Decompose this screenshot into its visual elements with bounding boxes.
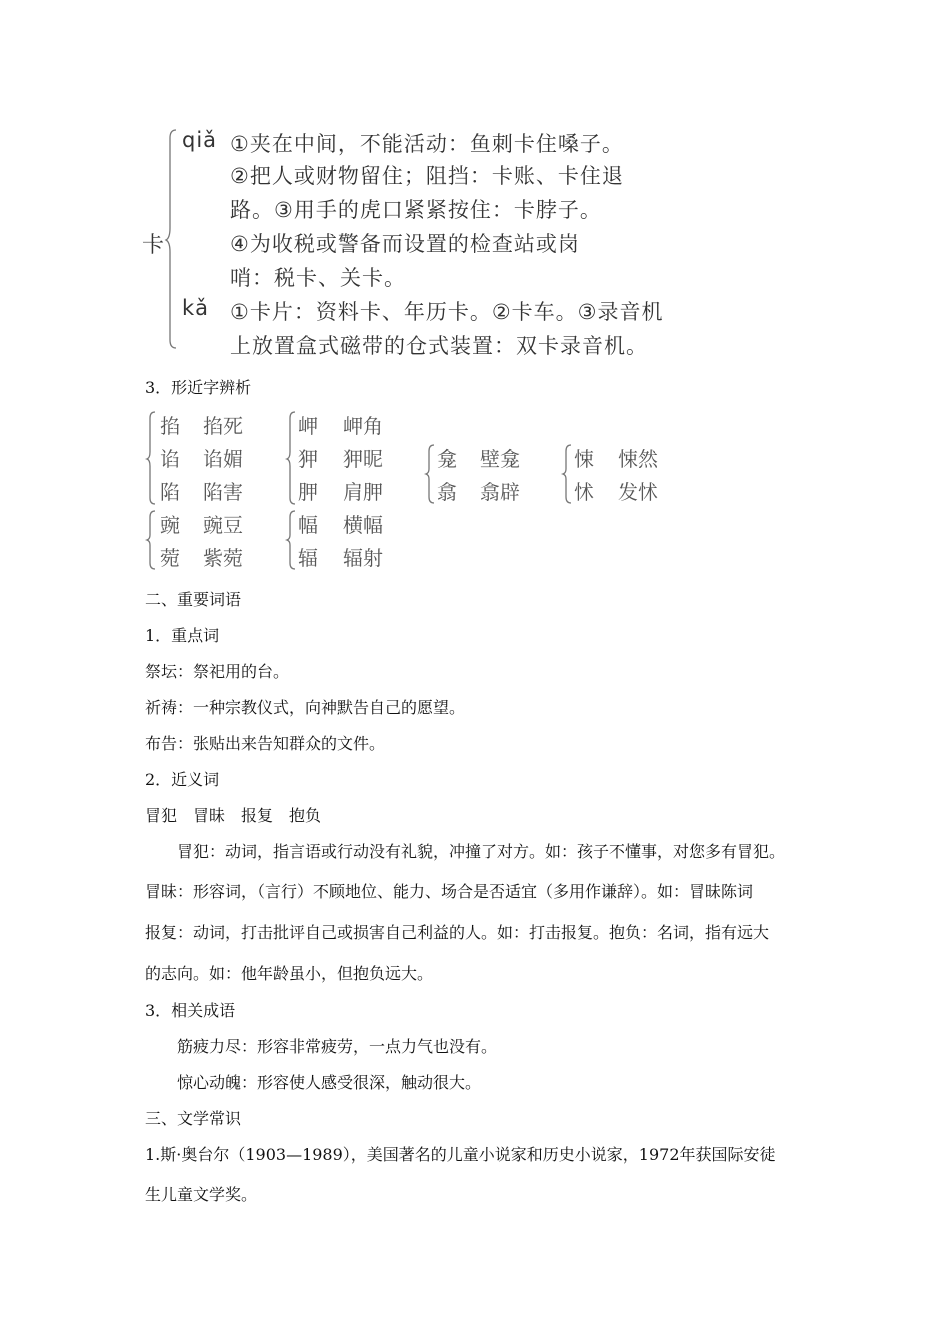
char: 豌 [160, 513, 180, 537]
qia-line: ②把人或财物留住；阻挡：卡账、卡住退 [230, 164, 624, 188]
char: 怵 [574, 480, 594, 504]
brace-icon [287, 410, 297, 506]
qia-line: ④为收税或警备而设置的检查站或岗 [230, 232, 580, 256]
paragraph-line: 报复：动词，打击批评自己或损害自己利益的人。如：打击报复。抱负：名词，指有远大 [145, 923, 770, 942]
brace-icon [426, 443, 436, 505]
char: 胛 [298, 480, 318, 504]
idiom: 筋疲力尽：形容非常疲劳，一点力气也没有。 [177, 1037, 498, 1056]
brace-icon [287, 509, 297, 571]
char: 幅 [298, 513, 318, 537]
word: 发怵 [618, 480, 658, 504]
word: 陷害 [203, 480, 243, 504]
char: 辐 [298, 546, 318, 570]
word: 狎昵 [343, 447, 383, 471]
section-heading: 3．形近字辨析 [145, 378, 252, 397]
word: 谄媚 [203, 447, 243, 471]
word: 豌豆 [203, 513, 243, 537]
char: 掐 [160, 414, 180, 438]
word: 辐射 [343, 546, 383, 570]
synonym-list: 冒犯 冒昧 报复 抱负 [145, 806, 322, 825]
word: 壁龛 [480, 447, 520, 471]
sub-heading: 3．相关成语 [145, 1001, 236, 1020]
definition: 祈祷：一种宗教仪式，向神默告自己的愿望。 [145, 698, 466, 717]
section-heading: 三、文学常识 [145, 1109, 242, 1128]
brace-icon [563, 443, 573, 505]
paragraph-line: 生儿童文学奖。 [145, 1185, 258, 1204]
definition: 布告：张贴出来告知群众的文件。 [145, 734, 386, 753]
word: 翕辟 [480, 480, 520, 504]
paragraph-line: 冒昧：形容词，（言行）不顾地位、能力、场合是否适宜（多用作谦辞）。如：冒昧陈词 [145, 882, 754, 901]
char: 狎 [298, 447, 318, 471]
qia-pinyin: qiǎ [182, 128, 218, 152]
definition: 祭坛：祭祀用的台。 [145, 662, 290, 681]
char: 翕 [437, 480, 457, 504]
ka-line: 上放置盒式磁带的仓式装置：双卡录音机。 [230, 334, 648, 358]
char: 菀 [160, 546, 180, 570]
word: 肩胛 [343, 480, 383, 504]
char: 龛 [437, 447, 457, 471]
qia-line: 路。③用手的虎口紧紧按住：卡脖子。 [230, 198, 602, 222]
qia-line: ①夹在中间，不能活动：鱼刺卡住嗓子。 [230, 132, 624, 156]
paragraph-line: 1.斯·奥台尔（1903—1989），美国著名的儿童小说家和历史小说家，1972年获国际安徒 [145, 1145, 776, 1164]
idiom: 惊心动魄：形容使人感受很深，触动很大。 [177, 1073, 482, 1092]
paragraph-line: 的志向。如：他年龄虽小，但抱负远大。 [145, 964, 434, 983]
brace-icon [147, 410, 157, 506]
ka-line: ①卡片：资料卡、年历卡。②卡车。③录音机 [230, 300, 664, 324]
char: 岬 [298, 414, 318, 438]
ka-brace-icon [166, 128, 178, 350]
ka-char: 卡 [142, 233, 166, 258]
ka-pinyin: kǎ [182, 296, 210, 320]
qia-line: 哨：税卡、关卡。 [230, 266, 406, 290]
word: 悚然 [618, 447, 658, 471]
char: 陷 [160, 480, 180, 504]
word: 紫菀 [203, 546, 243, 570]
char: 悚 [574, 447, 594, 471]
brace-icon [147, 509, 157, 571]
sub-heading: 2．近义词 [145, 770, 220, 789]
paragraph-line: 冒犯：动词，指言语或行动没有礼貌，冲撞了对方。如：孩子不懂事，对您多有冒犯。 [177, 842, 786, 861]
section-heading: 二、重要词语 [145, 590, 242, 609]
word: 岬角 [343, 414, 383, 438]
char: 谄 [160, 447, 180, 471]
word: 横幅 [343, 513, 383, 537]
sub-heading: 1．重点词 [145, 626, 220, 645]
word: 掐死 [203, 414, 243, 438]
